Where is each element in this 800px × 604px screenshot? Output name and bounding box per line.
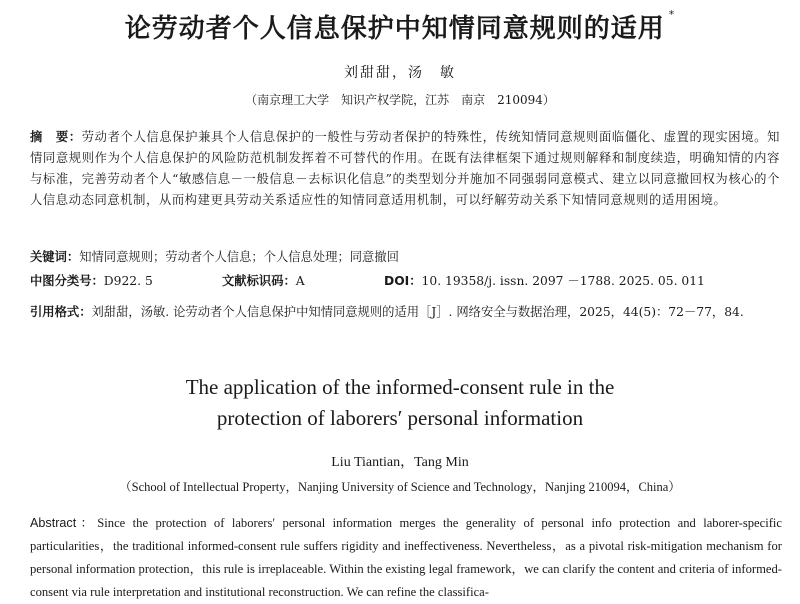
title-en-line2: protection of laborers′ personal information xyxy=(216,406,584,430)
abstract-en-text: Since the protection of laborers′ personal information merges the generality of personal info protection and laborer-specific particularities，the traditional informed-consent rule suffers rigidity and ineffectiveness. Nevertheless，as a pivotal risk-mitigation mechanism for personal information protection，this rule is irreplaceable. Within the existing legal framework，we can clarify the content and criteria of informed-consent via rule interpretation and institutional reconstruction. We can refine the classifica- xyxy=(30,516,782,599)
doc-value: A xyxy=(295,274,305,288)
keywords-text: 知情同意规则；劳动者个人信息；个人信息处理；同意撤回 xyxy=(79,250,399,264)
abstract-text: 劳动者个人信息保护兼具个人信息保护的一般性与劳动者保护的特殊性，传统知情同意规则面临僵化、虚置的现实困境。知情同意规则作为个人信息保护的风险防范机制发挥着不可替代的作用。在既有法律框架下通过规则解释和制度续造，明确知情的内容与标准，完善劳动者个人“敏感信息－一般信息－去标识化信息”的类型划分并施加不同强弱同意模式、建立以同意撤回权为核心的个人信息动态同意机制，从而构建更具劳动关系适应性的知情同意适用机制，可以纾解劳动关系下知情同意规则的适用困境。 xyxy=(30,130,780,207)
paper-title-cn xyxy=(0,8,800,45)
citation-format xyxy=(30,302,780,323)
authors-cn: 刘甜甜，汤 敏 xyxy=(344,65,456,81)
affiliation-cn: （南京理工大学 知识产权学院，江苏 南京 210094） xyxy=(245,93,555,107)
clc-number xyxy=(30,271,153,289)
abstract-en-label: Abstract： xyxy=(30,516,98,530)
abstract-label: 摘 要： xyxy=(30,130,82,144)
doc-label: 文献标识码： xyxy=(222,274,296,288)
keywords-label: 关键词： xyxy=(30,250,80,264)
clc-label: 中图分类号： xyxy=(30,274,104,288)
cite-label: 引用格式： xyxy=(30,305,92,319)
authors-en: Liu Tiantian，Tang Min xyxy=(331,455,469,470)
abstract-en xyxy=(30,512,782,604)
abstract-cn xyxy=(30,127,780,211)
doi xyxy=(384,271,705,289)
paper-title-en xyxy=(0,372,800,434)
title-footnote-mark: * xyxy=(668,8,676,21)
document-code xyxy=(222,271,305,289)
title-text: 论劳动者个人信息保护中知情同意规则的适用 xyxy=(124,14,665,44)
doi-label: DOI： xyxy=(384,274,422,288)
affiliation-en: （School of Intellectual Property，Nanjing University of Science and Technology，Nanjing 210094，China） xyxy=(119,480,681,494)
cite-text: 刘甜甜，汤敏. 论劳动者个人信息保护中知情同意规则的适用［J］. 网络安全与数据治理，2025，44(5)：72－77，84. xyxy=(91,305,744,319)
doi-value: 10. 19358/j. issn. 2097 －1788. 2025. 05. 011 xyxy=(421,274,705,288)
title-en-line1: The application of the informed-consent rule in the xyxy=(185,375,615,399)
clc-value: D922. 5 xyxy=(103,274,153,288)
keywords-cn xyxy=(30,247,780,267)
